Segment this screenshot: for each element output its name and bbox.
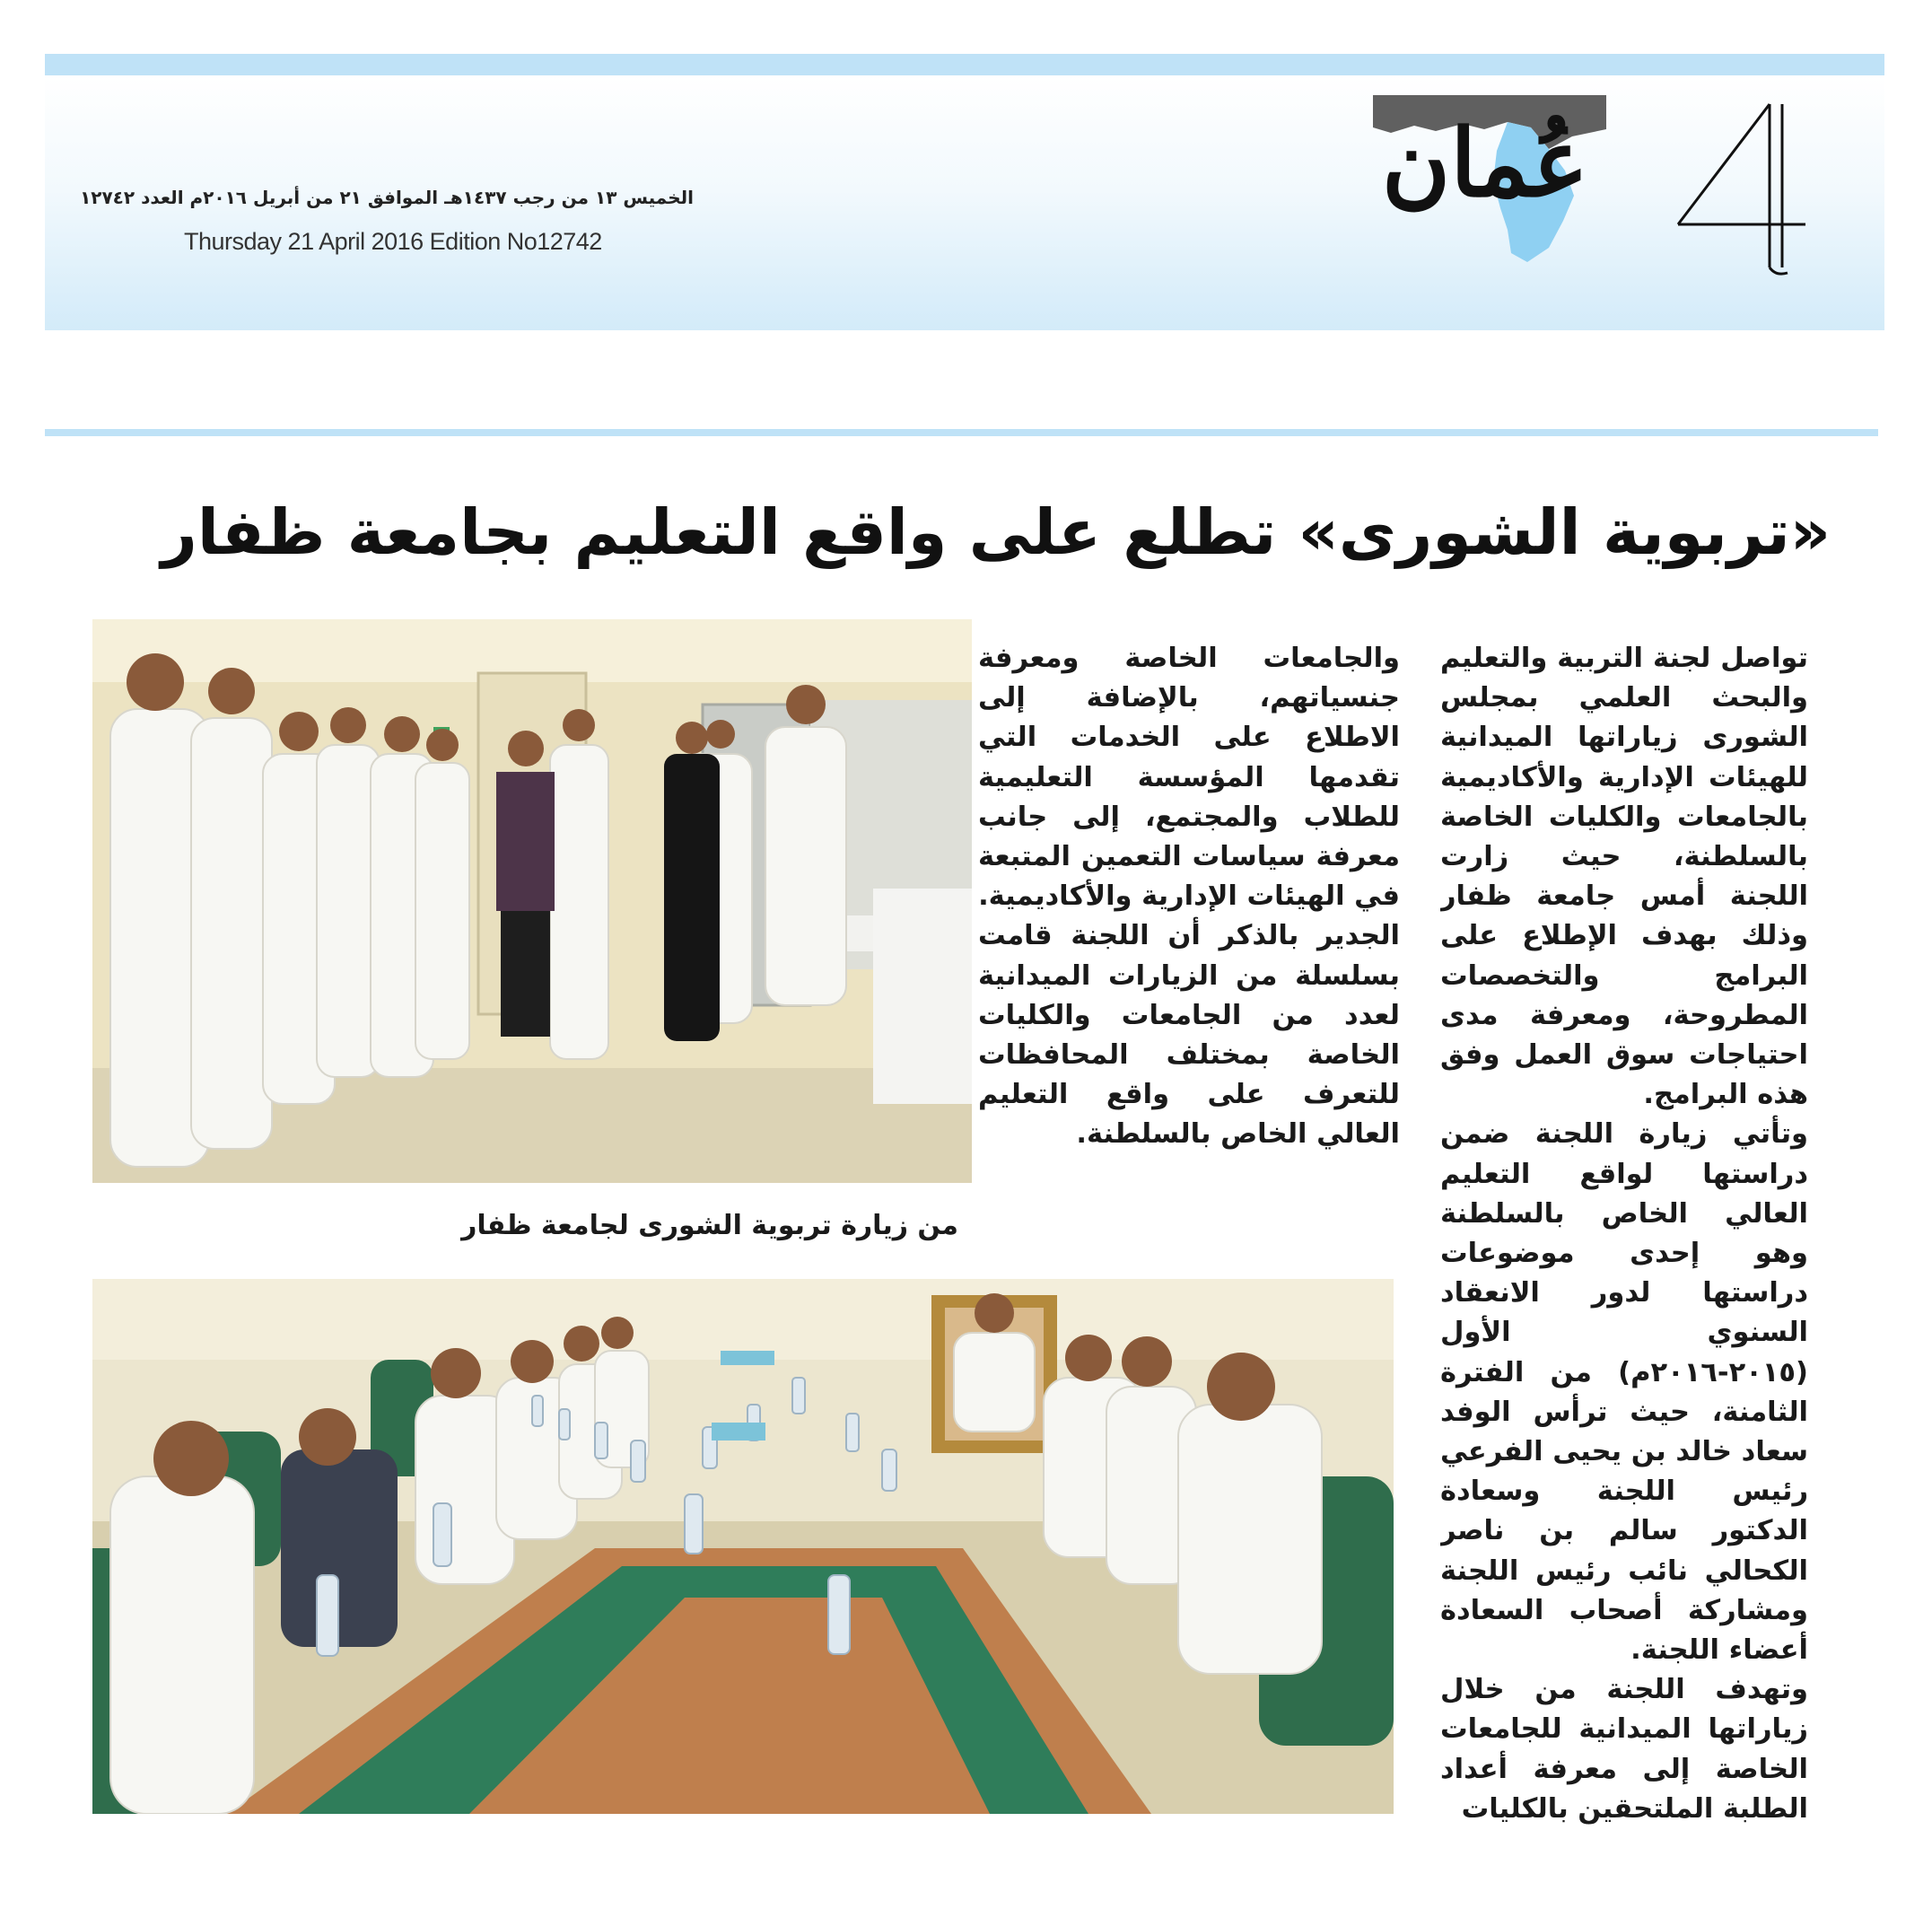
photo-meeting-table [92,1279,1394,1814]
top-rule [45,54,1884,75]
article-paragraph: الجدير بالذكر أن اللجنة قامت بسلسلة من الزيارات الميدانية لعدد من الجامعات والكليات الخاصة بمختلف المحافظات للتعرف على واقع التعليم العالي الخاص بالسلطنة. [978,920,1400,1151]
article-column-right [1440,639,1808,1887]
article-column-left [978,639,1400,1267]
page-number [1671,97,1823,285]
logo-wordmark: عُمان [1381,108,1589,218]
issue-date-arabic: الخميس ١٣ من رجب ١٤٣٧هـ الموافق ٢١ من أبريل ٢٠١٦م العدد ١٢٧٤٢ [80,187,694,208]
photo-delegation-standing [92,619,972,1183]
newspaper-logo [1373,95,1606,275]
article-headline: «تربوية الشورى» تطلع على واقع التعليم بجامعة ظفار [161,495,1831,569]
issue-date-english: Thursday 21 April 2016 Edition No12742 [184,228,602,255]
photo-caption: من زيارة تربوية الشورى لجامعة ظفار [461,1210,958,1241]
article-paragraph: والجامعات الخاصة ومعرفة جنسياتهم، بالإضافة إلى الاطلاع على الخدمات التي تقدمها المؤسسة التعليمية للطلاب والمجتمع، إلى جانب معرفة سياسات التعمين المتبعة في الهيئات الإدارية والأكاديمية. [978,643,1400,913]
article-paragraph: وتهدف اللجنة من خلال زياراتها الميدانية للجامعات الخاصة إلى معرفة أعداد الطلبة الملتحقين بالكليات [1440,1674,1808,1825]
page-number-glyph [1671,97,1823,285]
article-paragraph: تواصل لجنة التربية والتعليم والبحث العلمي بمجلس الشورى زياراتها الميدانية للهيئات الإدارية والأكاديمية بالجامعات والكليات الخاصة بالسلطنة، حيث زارت اللجنة أمس جامعة ظفار وذلك بهدف الإطلاع على البرامج والتخصصات المطروحة، ومعرفة مدى احتياجات سوق العمل وفق هذه البرامج. [1440,643,1808,1111]
article-paragraph: وتأتي زيارة اللجنة ضمن دراستها لواقع التعليم العالي الخاص بالسلطنة وهو إحدى موضوعات دراستها لدور الانعقاد السنوي الأول (٢٠١٥-٢٠١٦م) من الفترة الثامنة، حيث ترأس الوفد سعاد خالد بن يحيى الفرعي رئيس اللجنة وسعادة الدكتور سالم بن ناصر الكحالي نائب رئيس اللجنة ومشاركة أصحاب السعادة أعضاء اللجنة. [1440,1118,1808,1667]
section-rule [45,429,1878,436]
